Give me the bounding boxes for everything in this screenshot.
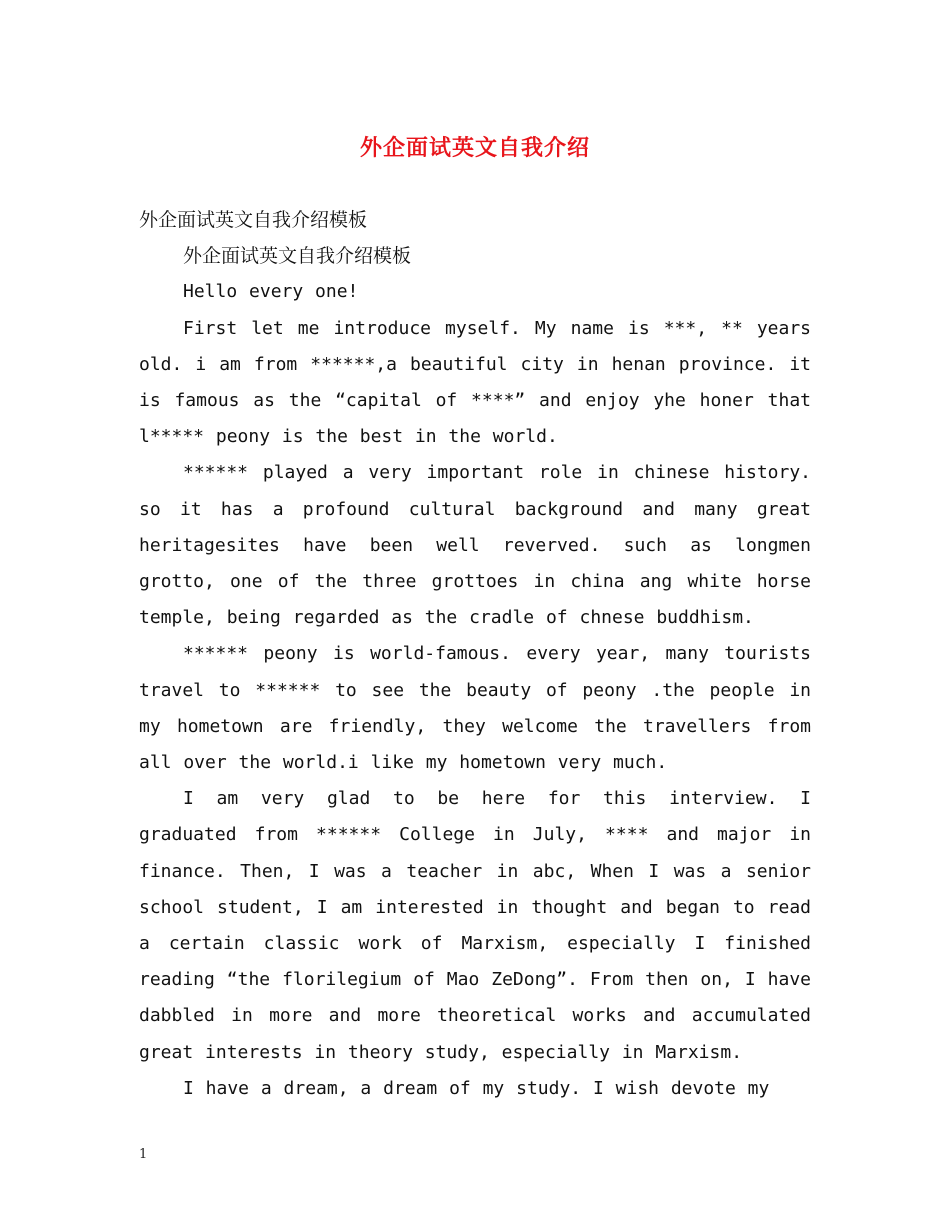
paragraph-education: I am very glad to be here for this interview. I graduated from ****** College in July, **** and major in finance. Then, I was a teacher in abc, When I was a senior school student, I am interested in thought and began to read a certain classic work of Marxism, especially I finished reading “the florilegium of Mao ZeDong”. From then on, I have dabbled in more and more theoretical works and accumulated great interests in theory study, especially in Marxism. [139, 788, 811, 1063]
document-subtitle: 外企面试英文自我介绍模板 [139, 209, 368, 231]
page-number: 1 [139, 1147, 148, 1162]
paragraph-dream: I have a dream, a dream of my study. I wish devote my [183, 1077, 770, 1099]
paragraph-peony: ****** peony is world-famous. every year, many tourists travel to ****** to see the beauty of peony .the people in my hometown are friendly, they welcome the travellers from all over the world.i like my hometown very much. [139, 643, 811, 774]
paragraph-history: ****** played a very important role in chinese history. so it has a profound cultural background and many great heritagesites have been well reverved. such as longmen grotto, one of the three grottoes in china ang white horse temple, being regarded as the cradle of chnese buddhism. [139, 462, 811, 629]
document-title: 外企面试英文自我介绍 [359, 135, 590, 161]
greeting-line: Hello every one! [183, 281, 359, 303]
document-body [139, 202, 811, 1107]
document-subtitle-repeat: 外企面试英文自我介绍模板 [183, 245, 412, 268]
paragraph-introduction: First let me introduce myself. My name is ***, ** years old. i am from ******,a beautiful city in henan province. it is famous as the “capital of ****” and enjoy yhe honer that l***** peony is the best in the world. [139, 317, 811, 448]
